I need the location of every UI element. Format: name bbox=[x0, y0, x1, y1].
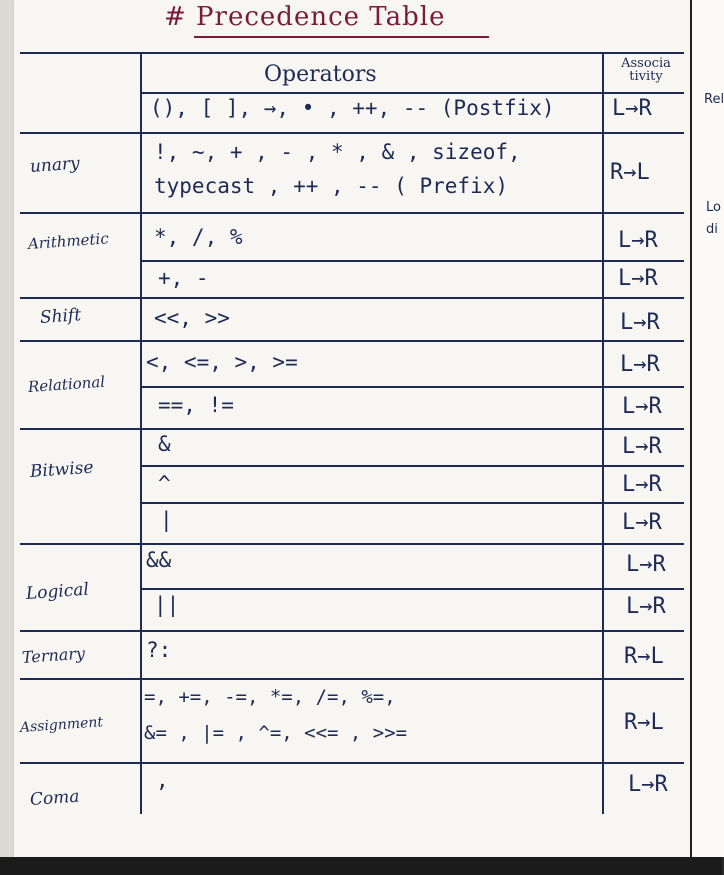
row-rule bbox=[140, 260, 684, 262]
table-top-rule bbox=[20, 52, 684, 54]
operators-assignment-line2: &= , |= , ^=, <<= , >>= bbox=[144, 722, 408, 744]
operators-additive: +, - bbox=[158, 266, 209, 290]
assoc-logical-or: L→R bbox=[626, 594, 666, 619]
operators-unary-line2: typecast , ++ , -- ( Prefix) bbox=[154, 174, 509, 198]
row-rule bbox=[20, 428, 684, 430]
category-column-divider bbox=[140, 52, 142, 814]
adjacent-page-text: Lo bbox=[706, 200, 721, 215]
category-unary: unary bbox=[29, 153, 81, 177]
category-bitwise: Bitwise bbox=[29, 457, 95, 482]
assoc-header-line1: Associa bbox=[621, 56, 671, 71]
operators-multiplicative: *, /, % bbox=[154, 225, 243, 249]
row-rule bbox=[140, 502, 684, 504]
adjacent-page bbox=[690, 0, 724, 857]
assoc-column-divider bbox=[602, 52, 604, 814]
title-underline bbox=[194, 36, 489, 38]
assoc-assignment: R→L bbox=[624, 710, 664, 735]
category-shift: Shift bbox=[39, 305, 82, 328]
operators-comma: , bbox=[156, 768, 169, 792]
assoc-multiplicative: L→R bbox=[618, 228, 658, 253]
adjacent-page-text: di bbox=[706, 222, 718, 237]
assoc-bitwise-or: L→R bbox=[622, 510, 662, 535]
assoc-ternary: R→L bbox=[624, 644, 664, 669]
operators-assignment-line1: =, +=, -=, *=, /=, %=, bbox=[144, 686, 396, 708]
assoc-bitwise-xor: L→R bbox=[622, 472, 662, 497]
assoc-shift: L→R bbox=[620, 310, 660, 335]
page-title: # Precedence Table bbox=[164, 2, 446, 32]
row-rule bbox=[20, 297, 684, 299]
row-rule bbox=[20, 132, 684, 134]
operators-bitwise-xor: ^ bbox=[158, 472, 171, 496]
operators-shift: <<, >> bbox=[154, 306, 230, 330]
row-rule bbox=[20, 630, 684, 632]
operators-logical-or: || bbox=[154, 593, 180, 617]
operators-bitwise-or: | bbox=[160, 508, 173, 532]
operators-unary-line1: !, ~, + , - , * , & , sizeof, bbox=[154, 140, 521, 164]
assoc-postfix: L→R bbox=[612, 96, 652, 121]
operators-header: Operators bbox=[264, 62, 377, 87]
row-rule bbox=[140, 386, 684, 388]
row-rule bbox=[140, 92, 684, 94]
bottom-shadow bbox=[0, 857, 722, 875]
row-rule bbox=[140, 465, 684, 467]
category-arithmetic: Arithmetic bbox=[27, 229, 110, 253]
row-rule bbox=[20, 678, 684, 680]
assoc-header-line2: tivity bbox=[629, 69, 663, 84]
adjacent-page-text: Rel bbox=[704, 92, 724, 107]
operators-ternary: ?: bbox=[146, 638, 172, 662]
associativity-header bbox=[608, 57, 684, 83]
assoc-unary: R→L bbox=[610, 160, 650, 185]
assoc-comma: L→R bbox=[628, 772, 668, 797]
row-rule bbox=[20, 543, 684, 545]
operators-relational: <, <=, >, >= bbox=[146, 350, 298, 374]
operators-postfix: (), [ ], →, • , ++, -- (Postfix) bbox=[150, 96, 555, 120]
notebook-page bbox=[14, 0, 690, 857]
page-edge bbox=[0, 0, 14, 857]
row-rule bbox=[140, 588, 684, 590]
assoc-logical-and: L→R bbox=[626, 552, 666, 577]
operators-bitwise-and: & bbox=[158, 432, 171, 456]
row-rule bbox=[20, 212, 684, 214]
assoc-equality: L→R bbox=[622, 394, 662, 419]
operators-logical-and: && bbox=[146, 548, 172, 572]
category-assignment: Assignment bbox=[19, 714, 104, 736]
row-rule bbox=[20, 340, 684, 342]
assoc-relational: L→R bbox=[620, 352, 660, 377]
row-rule bbox=[20, 762, 684, 764]
assoc-bitwise-and: L→R bbox=[622, 434, 662, 459]
category-coma: Coma bbox=[29, 786, 81, 810]
operators-equality: ==, != bbox=[158, 393, 234, 417]
category-ternary: Ternary bbox=[21, 643, 86, 667]
category-relational: Relational bbox=[27, 372, 106, 396]
assoc-additive: L→R bbox=[618, 266, 658, 291]
category-logical: Logical bbox=[25, 579, 90, 604]
